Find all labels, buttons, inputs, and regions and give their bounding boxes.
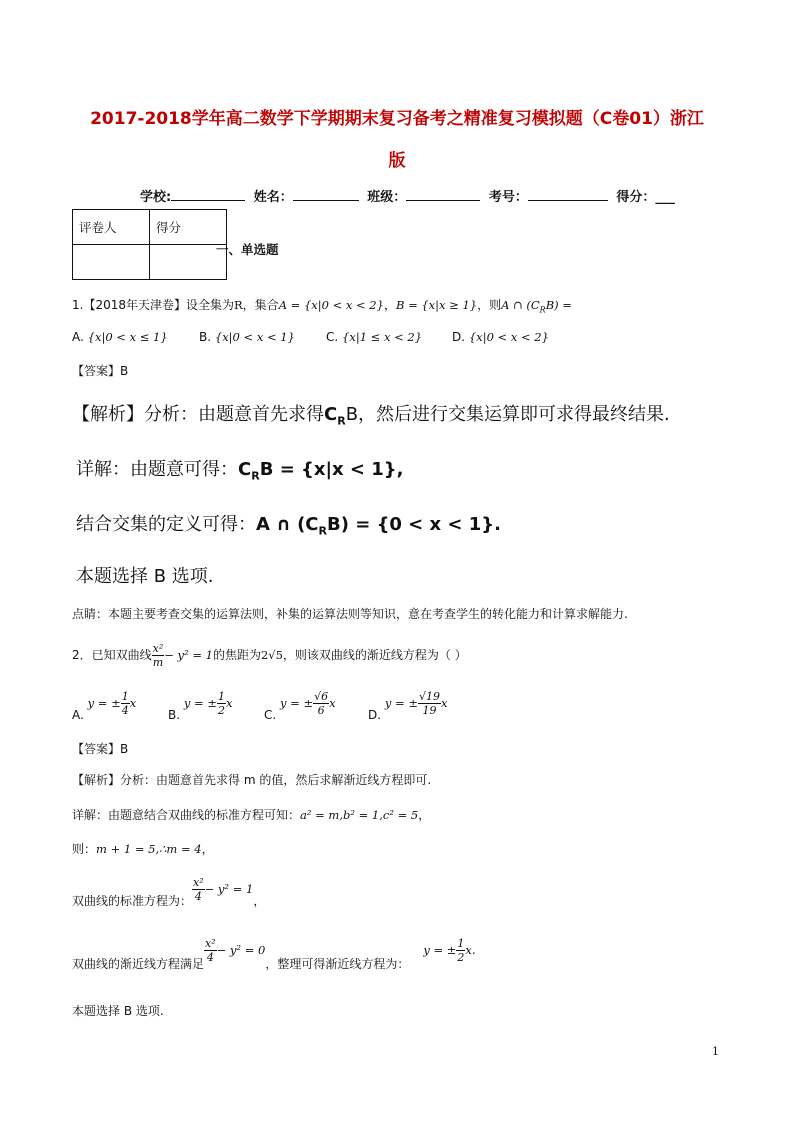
q1-combine-expr1: A ∩ (C [256,514,319,535]
q1-option-b [199,330,295,344]
q1-analysis-sub: R [337,414,346,428]
page-number: 1 [712,1045,719,1058]
q1-sep: ， [383,298,396,312]
q2-detail-expr: a² = m,b² = 1,c² = 5 [300,808,419,822]
q1-detail-c: C [238,459,252,480]
q2-answer: 【答案】B [72,742,129,756]
q2-then-end: ， [201,842,214,856]
q1-stem-prefix: 1.【2018年天津卷】设全集为 [72,298,234,312]
q2-asym-var: x [465,943,472,957]
examno-blank [528,188,608,201]
q2-stem-prefix: 2．已知双曲线 [72,648,152,662]
q1-detail-expr: B = {x|x < 1}, [259,459,404,480]
q1-set-a: A = {x|0 < x < 2} [278,298,384,312]
q2-then [72,840,214,857]
q1-detail-sub: R [251,469,260,483]
q1-option-b-value: {x|0 < x < 1} [214,330,295,344]
q2-option-a: A. y = ± $\frac{1}{4}$ x [72,690,137,722]
score-table [72,209,227,280]
q2-detail-end: ， [418,808,431,822]
q1-combine-prefix: 结合交集的定义可得： [76,514,256,535]
q2-stem-mid: 的焦距为 [212,648,261,662]
class-label: 班级： [367,190,407,205]
q2-asym-mid: ，整理可得渐近线方程为： [265,957,410,971]
q2-option-c: C. y = ± $\frac{√6}{6}$ x [264,690,336,722]
student-info-line [140,186,675,205]
q2-asym-fraction: $\frac{\text{x²}}{4}$ [205,937,216,964]
q2-analysis: 【解析】分析：由题意首先求得 m 的值，然后求解渐近线方程即可. [72,773,432,787]
q2-std-prefix: 双曲线的标准方程为： [72,894,193,908]
q1-choose: 本题选择 B 选项. [76,566,214,587]
section-heading: 一、单选题 [216,242,279,257]
q1-expr-end: B) = [545,298,572,312]
q2-asym-rest: − y² = 0 [216,943,266,957]
q1-option-c-value: {x|1 ≤ x < 2} [342,330,423,344]
q1-combine-expr2: B) = {0 < x < 1}. [327,514,501,535]
q2-option-d: D. y = ± $\frac{√19}{19}$ x [368,690,448,722]
q1-option-d [452,330,549,344]
q1-option-b-label: B. [199,330,212,344]
q2-std-fraction: $\frac{\text{x²}}{4}$ [193,876,204,903]
q2-option-a-label: A. [72,708,84,722]
q1-analysis-c: C [324,404,338,425]
q1-comment: 点睛：本题主要考查交集的运算法则，补集的运算法则等知识，意在考查学生的转化能力和计算求解能力. [72,607,628,621]
q1-option-c [326,330,422,344]
q2-option-c-label: C. [264,708,277,722]
q2-std-end: ， [253,894,266,908]
q1-analysis-prefix: 【解析】分析：由题意首先求得 [72,404,324,425]
q1-set-b: B = {x|x ≥ 1} [395,298,478,312]
q2-standard-eq [72,876,265,909]
school-blank [171,188,245,201]
q2-detail-prefix: 详解：由题意结合双曲线的标准方程可知： [72,808,301,822]
q2-asym-lhs: y = ± [423,943,457,957]
name-label: 姓名： [253,190,293,205]
q2-asym-prefix: 双曲线的渐近线方程满足 [72,957,205,971]
q2-stem [72,642,467,669]
examno-label: 考号： [488,190,528,205]
q2-then-expr: m + 1 = 5,∴m = 4 [96,842,202,856]
reviewer-header: 评卷人 [73,210,150,245]
q1-option-d-value: {x|0 < x < 2} [468,330,549,344]
q1-answer: 【答案】B [72,364,129,378]
score-cell [150,245,227,280]
document-title-line2: 版 [388,151,406,171]
q2-then-prefix: 则： [72,842,97,856]
q1-detail [76,455,403,483]
q2-asym-result-fraction: $\frac{1}{2}$ [457,937,465,964]
score-header: 得分 [150,210,227,245]
q2-option-b: B. y = ± $\frac{1}{2}$ x [168,690,233,722]
q2-option-d-label: D. [368,708,382,722]
q1-universal-set: R [234,298,243,312]
q1-option-a-value: {x|0 < x ≤ 1} [87,330,168,344]
q2-detail [72,806,430,823]
q2-stem-end: ，则该双曲线的渐近线方程为（ ） [282,648,467,662]
q1-then: ，则 [477,298,502,312]
q1-analysis-suffix: B，然后进行交集运算即可求得最终结果. [345,404,670,425]
q1-analysis [72,400,670,428]
q1-combine-sub: R [318,524,328,538]
score-blank: ___ [655,190,675,205]
q2-std-rest: − y² = 1 [204,882,254,896]
q1-stem-mid: ，集合 [242,298,279,312]
q2-asym-end: . [471,943,476,957]
q1-option-d-label: D. [452,330,466,344]
q1-expr: A ∩ (C [501,298,540,312]
q2-option-b-label: B. [168,708,181,722]
q1-detail-prefix: 详解：由题意可得： [76,459,238,480]
school-label: 学校: [140,190,172,205]
score-label: 得分： [616,190,656,205]
q2-hyperbola-fraction: $\frac{\text{x²}}{m}$ [152,642,164,669]
q1-option-a-label: A. [72,330,84,344]
q2-asymptote [72,937,476,972]
class-blank [406,188,480,201]
q1-combine [76,510,501,538]
document-title-line1: 2017-2018学年高二数学下学期期末复习备考之精准复习模拟题（C卷01）浙江 [90,109,704,129]
q2-eq-rest: − y² = 1 [164,648,213,662]
q2-focal: 2√5 [260,648,283,662]
q1-stem [72,296,572,314]
q2-choose: 本题选择 B 选项. [72,1004,164,1018]
q1-option-c-label: C. [326,330,339,344]
name-blank [293,188,359,201]
q1-option-a [72,330,168,344]
reviewer-cell [73,245,150,280]
q1-expr-sub: R [539,305,546,315]
